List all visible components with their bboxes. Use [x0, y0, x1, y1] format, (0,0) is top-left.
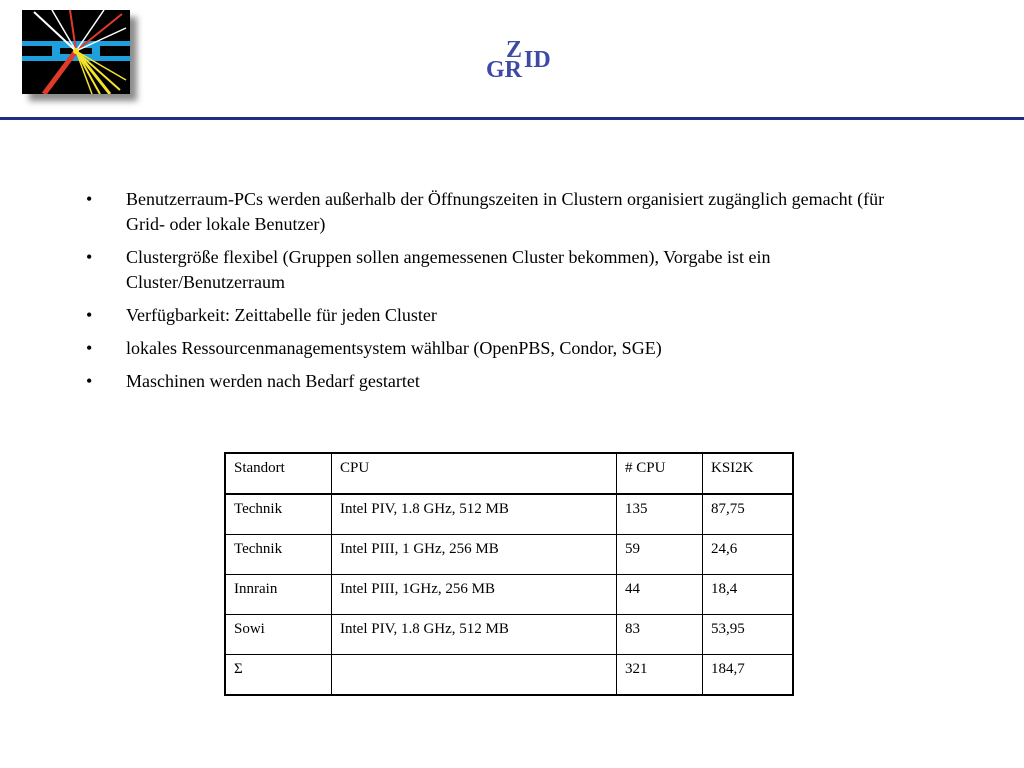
- cell-standort: Technik: [225, 535, 332, 575]
- bullet-item: • Clustergröße flexibel (Gruppen sollen angemessenen Cluster bekommen), Vorgabe ist ein Cluster/Benutzerraum: [86, 245, 926, 295]
- table-header-row: [225, 453, 793, 494]
- cell-cpu-count: 135: [617, 494, 703, 535]
- zgrid-logo: [486, 38, 576, 88]
- header-ksi2k: KSI2K: [703, 453, 794, 494]
- bullet-item: • Benutzerraum-PCs werden außerhalb der Öffnungszeiten in Clustern organisiert zugänglich gemacht (für Grid- oder lokale Benutzer): [86, 187, 926, 237]
- cell-ksi2k-total: 184,7: [703, 655, 794, 696]
- cell-ksi2k: 24,6: [703, 535, 794, 575]
- bullet-item: • lokales Ressourcenmanagementsystem wählbar (OpenPBS, Condor, SGE): [86, 336, 926, 361]
- table-row: [225, 575, 793, 615]
- brand-z: Z: [506, 37, 523, 63]
- header-standort: Standort: [225, 453, 332, 494]
- cell-ksi2k: 87,75: [703, 494, 794, 535]
- cell-cpu: Intel PIV, 1.8 GHz, 512 MB: [332, 615, 617, 655]
- table-row: [225, 615, 793, 655]
- cell-cpu: Intel PIII, 1 GHz, 256 MB: [332, 535, 617, 575]
- cluster-table: [224, 452, 794, 696]
- table-total-row: [225, 655, 793, 696]
- cell-cpu-count: 59: [617, 535, 703, 575]
- header-cpu: CPU: [332, 453, 617, 494]
- cell-sum-symbol: Σ: [225, 655, 332, 696]
- bullet-list: [86, 187, 926, 402]
- particle-event-icon: [22, 10, 130, 94]
- header-divider: [0, 117, 1024, 120]
- cell-cpu-count-total: 321: [617, 655, 703, 696]
- cell-cpu: Intel PIV, 1.8 GHz, 512 MB: [332, 494, 617, 535]
- bullet-item: • Maschinen werden nach Bedarf gestartet: [86, 369, 926, 394]
- cell-cpu: Intel PIII, 1GHz, 256 MB: [332, 575, 617, 615]
- cell-ksi2k: 18,4: [703, 575, 794, 615]
- table-row: [225, 535, 793, 575]
- cell-standort: Sowi: [225, 615, 332, 655]
- table-row: [225, 494, 793, 535]
- cell-ksi2k: 53,95: [703, 615, 794, 655]
- header-cpu-count: # CPU: [617, 453, 703, 494]
- bullet-item: • Verfügbarkeit: Zeittabelle für jeden Cluster: [86, 303, 926, 328]
- brand-gr: GR: [486, 57, 522, 83]
- particle-event-logo: [22, 10, 130, 94]
- cell-standort: Innrain: [225, 575, 332, 615]
- cell-cpu-count: 83: [617, 615, 703, 655]
- cell-standort: Technik: [225, 494, 332, 535]
- cell-cpu: [332, 655, 617, 696]
- cell-cpu-count: 44: [617, 575, 703, 615]
- brand-id: ID: [524, 47, 551, 73]
